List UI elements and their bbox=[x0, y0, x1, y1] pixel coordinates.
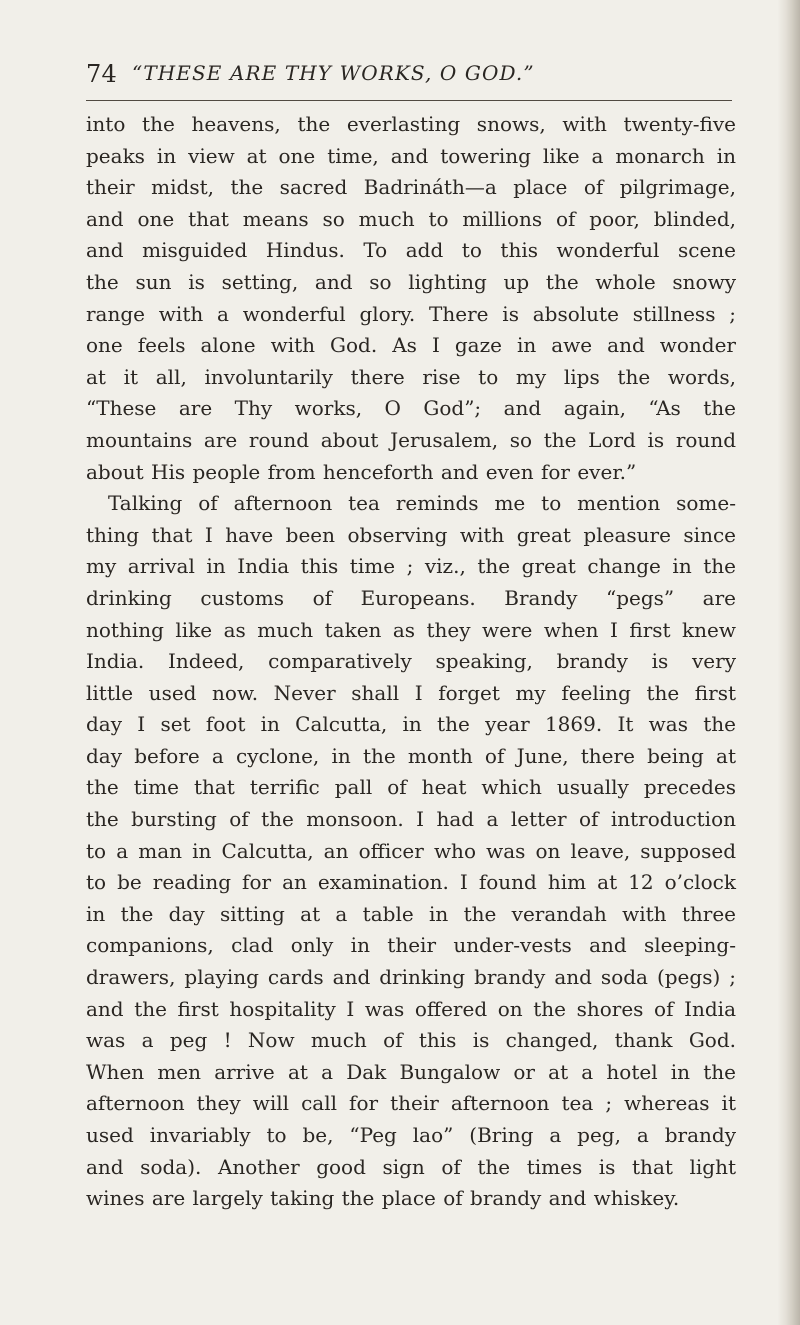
text-line: When men arrive at a Dak Bungalow or at a hotel in the bbox=[86, 1059, 736, 1084]
text-line: my arrival in India this time ; viz., the great change in the bbox=[86, 554, 736, 579]
text-line: afternoon they will call for their afternoon tea ; whereas it bbox=[86, 1091, 736, 1116]
text-line: to a man in Calcutta, an officer who was on leave, supposed bbox=[86, 838, 736, 863]
text-line: day I set foot in Calcutta, in the year 1869. It was the bbox=[86, 712, 736, 737]
text-line: into the heavens, the everlasting snows, with twenty-five bbox=[86, 112, 736, 136]
text-line: the time that terrific pall of heat which usually precedes bbox=[86, 775, 736, 800]
text-line: was a peg ! Now much of this is changed, thank God. bbox=[86, 1028, 736, 1053]
text-line: about His people from henceforth and even for ever.” bbox=[86, 459, 637, 484]
text-line: and soda). Another good sign of the times is that light bbox=[86, 1154, 736, 1179]
text-line: and the first hospitality I was offered on the shores of India bbox=[86, 996, 736, 1021]
text-line: and misguided Hindus. To add to this wonderful scene bbox=[86, 238, 736, 263]
text-line: used invariably to be, “Peg lao” (Bring a peg, a brandy bbox=[86, 1123, 736, 1147]
text-line: the bursting of the monsoon. I had a letter of introduction bbox=[86, 807, 736, 832]
text-line: drawers, playing cards and drinking brandy and soda (pegs) ; bbox=[86, 965, 736, 990]
text-line: drinking customs of Europeans. Brandy “pegs” are bbox=[86, 585, 736, 610]
text-line: India. Indeed, comparatively speaking, brandy is very bbox=[86, 649, 736, 674]
text-line: in the day sitting at a table in the verandah with three bbox=[86, 901, 736, 926]
text-line: one feels alone with God. As I gaze in awe and wonder bbox=[86, 333, 736, 358]
text-line: at it all, involuntarily there rise to my lips the words, bbox=[86, 364, 736, 389]
running-title: “THESE ARE THY WORKS, O GOD.” bbox=[132, 61, 535, 85]
text-line: little used now. Never shall I forget my feeling the first bbox=[86, 680, 736, 705]
text-line: and one that means so much to millions of poor, blinded, bbox=[86, 206, 736, 231]
text-line: mountains are round about Jerusalem, so the Lord is round bbox=[86, 427, 736, 452]
text-line: “These are Thy works, O God”; and again, “As the bbox=[86, 396, 736, 421]
text-line: wines are largely taking the place of brandy and whiskey. bbox=[86, 1186, 680, 1211]
page-edge-shadow bbox=[778, 0, 800, 1325]
text-line: nothing like as much taken as they were when I first knew bbox=[86, 617, 736, 642]
text-line: the sun is setting, and so lighting up the whole snowy bbox=[86, 269, 736, 294]
running-head bbox=[86, 50, 732, 90]
text-line: companions, clad only in their under-vests and sleeping- bbox=[86, 933, 736, 958]
text-line: day before a cyclone, in the month of June, there being at bbox=[86, 743, 736, 768]
text-line: peaks in view at one time, and towering like a monarch in bbox=[86, 143, 736, 168]
text-line: to be reading for an examination. I found him at 12 o’clock bbox=[86, 870, 736, 895]
header-rule bbox=[86, 100, 732, 101]
text-line: range with a wonderful glory. There is absolute stillness ; bbox=[86, 301, 736, 326]
page-number: 74 bbox=[86, 60, 117, 88]
text-line: thing that I have been observing with great pleasure since bbox=[86, 522, 736, 547]
body-text bbox=[86, 109, 736, 1215]
text-line: their midst, the sacred Badrináth—a place of pilgrimage, bbox=[86, 175, 736, 200]
text-line: Talking of afternoon tea reminds me to mention some- bbox=[108, 491, 736, 516]
